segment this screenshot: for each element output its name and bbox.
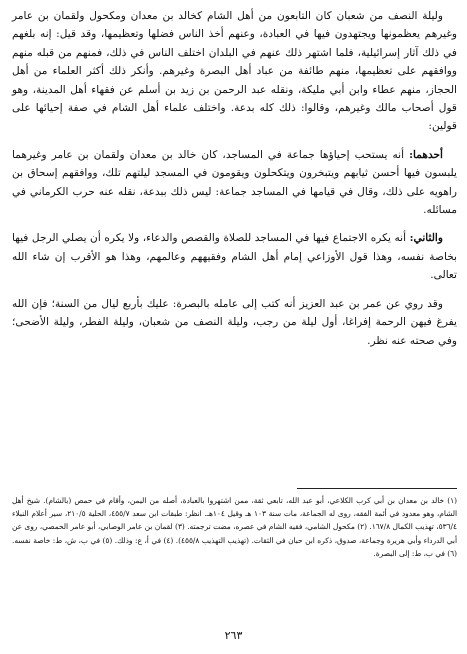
opinion-two-text: أنه يكره الاجتماع فيها في المساجد للصلاة والقصص والدعاء، ولا يكره أن يصلي الرجل فيها بخاصة نفسه، وهذا قول الأوزاعي إمام أهل الشام وفقيههم وعالمهم، وهذا هو الأقرب إن شاء الله تعالى. <box>12 232 457 282</box>
paragraph-umar-report: وقد روي عن عمر بن عبد العزيز أنه كتب إلى عامله بالبصرة: عليك بأربع ليال من السنة؛ فإن الله يفرغ فيهن الرحمة إفراغا، أول ليلة من رجب، وليلة النصف من شعبان، وليلة الفطر، وليلة الأضحى؛ وفي صحته عنه نظر. <box>12 297 457 347</box>
opinion-one-text: أنه يستحب إحياؤها جماعة في المساجد، كان خالد بن معدان ولقمان بن عامر وغيرهما يلبسون فيها أحسن ثيابهم ويتبخرون ويتكحلون ويقومون في المسجد ليلتهم تلك، ووافقهم إسحاق بن راهويه على ذلك، وقال في قيامها في المساجد جماعة: ليس ذلك ببدعة، نقله عنه حرب الكرماني في مسائله. <box>12 148 457 217</box>
paragraph-second-opinion <box>12 229 457 284</box>
opinion-one-label: أحدهما: <box>409 148 443 161</box>
footnote-divider <box>297 488 457 489</box>
footnotes <box>12 494 457 560</box>
footnote-text: (١) خالد بن معدان بن أبي كرب الكلاعي، أبو عبد الله، تابعي ثقة، ممن اشتهروا بالعبادة، أصله من اليمن، وأقام في حمص (بالشام). شيخ أهل الشام، وهو معدود في أئمة الفقه، روى له الجماعة، مات سنة ١٠٣ هـ وقيل ١٠٤هـ. انظر: طبقات ابن سعد ٤٥٥/٧، الحلية ٢١٠/٥، سير أعلام النبلاء ٥٣٦/٤، تهذيب الكمال ١٦٧/٨. (٢) مكحول الشامي، فقيه الشام في عصره، مضت ترجمته. (٣) لقمان بن عامر الوصابي، أبو عامر الحمصي، روى عن أبي الدرداء وأبي هريرة وجماعة، صدوق، ذكره ابن حبان في الثقات. (تهذيب التهذيب ٤٥٥/٨). (٤) في أ، ع: وذلك. (٥) في ب، ش، ط: خاصة نفسه. (٦) في ب، ط: إلى البصرة. <box>12 496 458 558</box>
paragraph-intro: وليلة النصف من شعبان كان التابعون من أهل الشام كخالد بن معدان ومكحول ولقمان بن عامر وغيرهم يعظمونها ويجتهدون فيها في العبادة، وعنهم أخذ الناس فضلها وتعظيمها، وقد قيل: إنه بلغهم في ذلك آثار إسرائيلية، فلما اشتهر ذلك عنهم في البلدان اختلف الناس في ذلك، فمنهم من قبله منهم ووافقهم على تعظيمها، منهم طائفة من عباد أهل البصرة وغيرهم. وأنكر ذلك أكثر العلماء من أهل الحجاز، منهم عطاء وابن أبي مليكة، ونقله عبد الرحمن بن زيد بن أسلم عن فقهاء أهل المدينة، وهو قول أصحاب مالك وغيرهم، وقالوا: ذلك كله بدعة. واختلف علماء أهل الشام في صفة إحيائها على قولين: <box>12 10 457 133</box>
paragraph-first-opinion <box>12 146 457 220</box>
main-text <box>12 7 457 350</box>
opinion-two-label: والثاني: <box>409 232 443 245</box>
page-number: ٢٦٣ <box>224 629 243 642</box>
